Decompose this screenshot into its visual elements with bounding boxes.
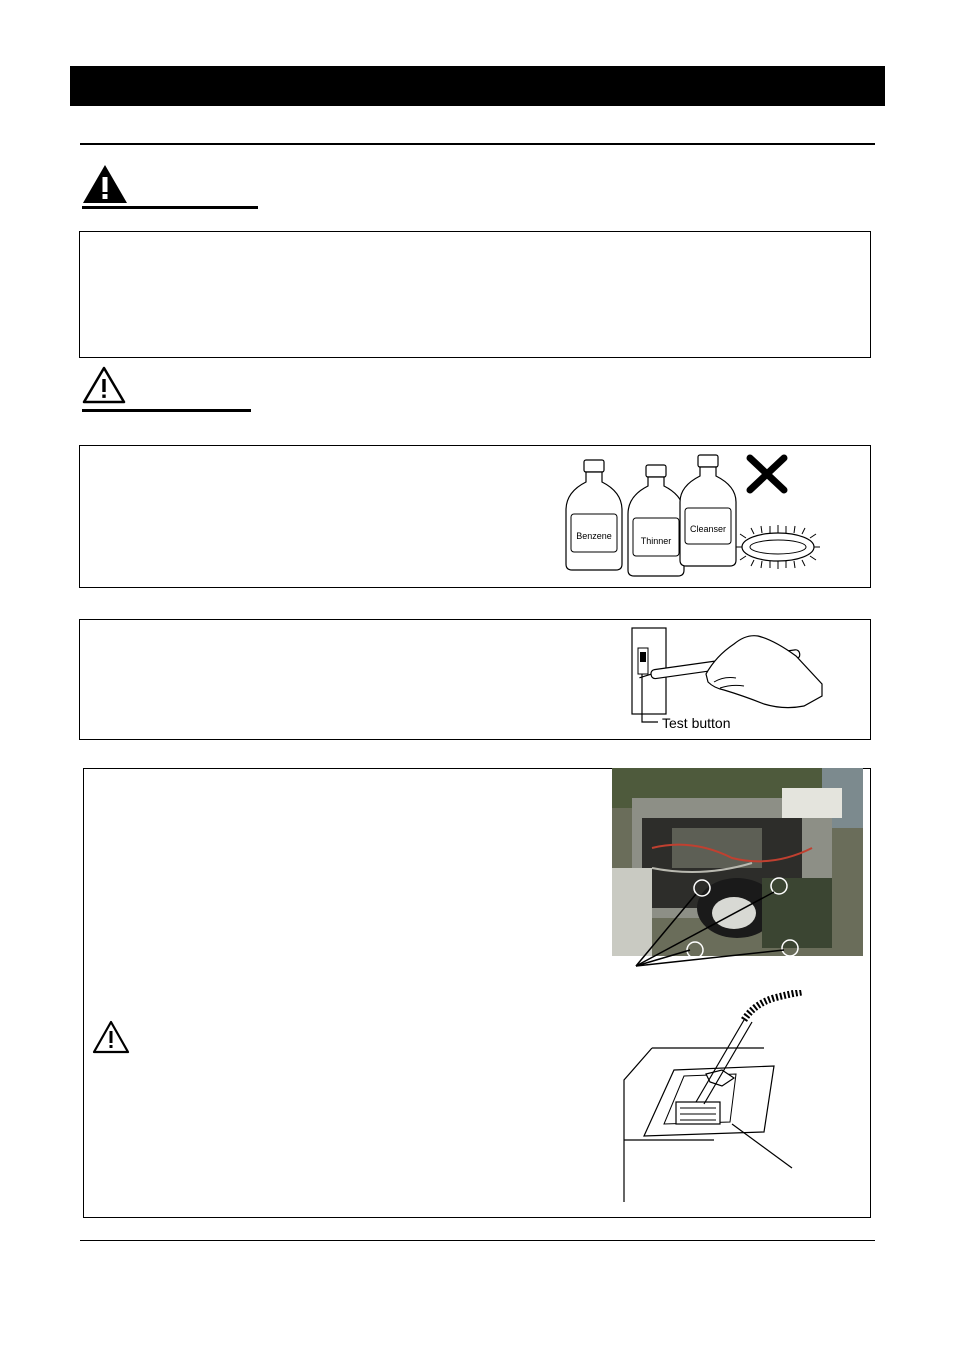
- warning-heading-underline: [82, 206, 258, 209]
- bottle-label-cleanser: Cleanser: [689, 524, 727, 534]
- solvent-bottles-illustration: [556, 452, 826, 580]
- screw-pointer-lines: [612, 880, 863, 975]
- top-rule: [80, 143, 875, 145]
- prohibited-x-icon: [750, 458, 784, 490]
- caution-outline-icon: [91, 1019, 131, 1055]
- bottle-label-thinner: Thinner: [640, 536, 672, 546]
- page-header-bar: [70, 66, 885, 106]
- scrub-brush-icon: [736, 525, 820, 569]
- vacuum-cleaning-illustration: [614, 990, 814, 1210]
- thinner-bottle: [628, 465, 684, 576]
- bottom-rule: [80, 1240, 875, 1241]
- warning-text-box: [79, 231, 871, 358]
- bottle-label-benzene: Benzene: [576, 531, 612, 541]
- warning-filled-icon: [81, 163, 129, 205]
- test-button-callout-label: Test button: [662, 715, 731, 731]
- benzene-bottle: [566, 460, 622, 570]
- caution-outline-icon: [81, 365, 127, 405]
- caution-heading-underline: [82, 409, 251, 412]
- cleanser-bottle: [680, 455, 736, 566]
